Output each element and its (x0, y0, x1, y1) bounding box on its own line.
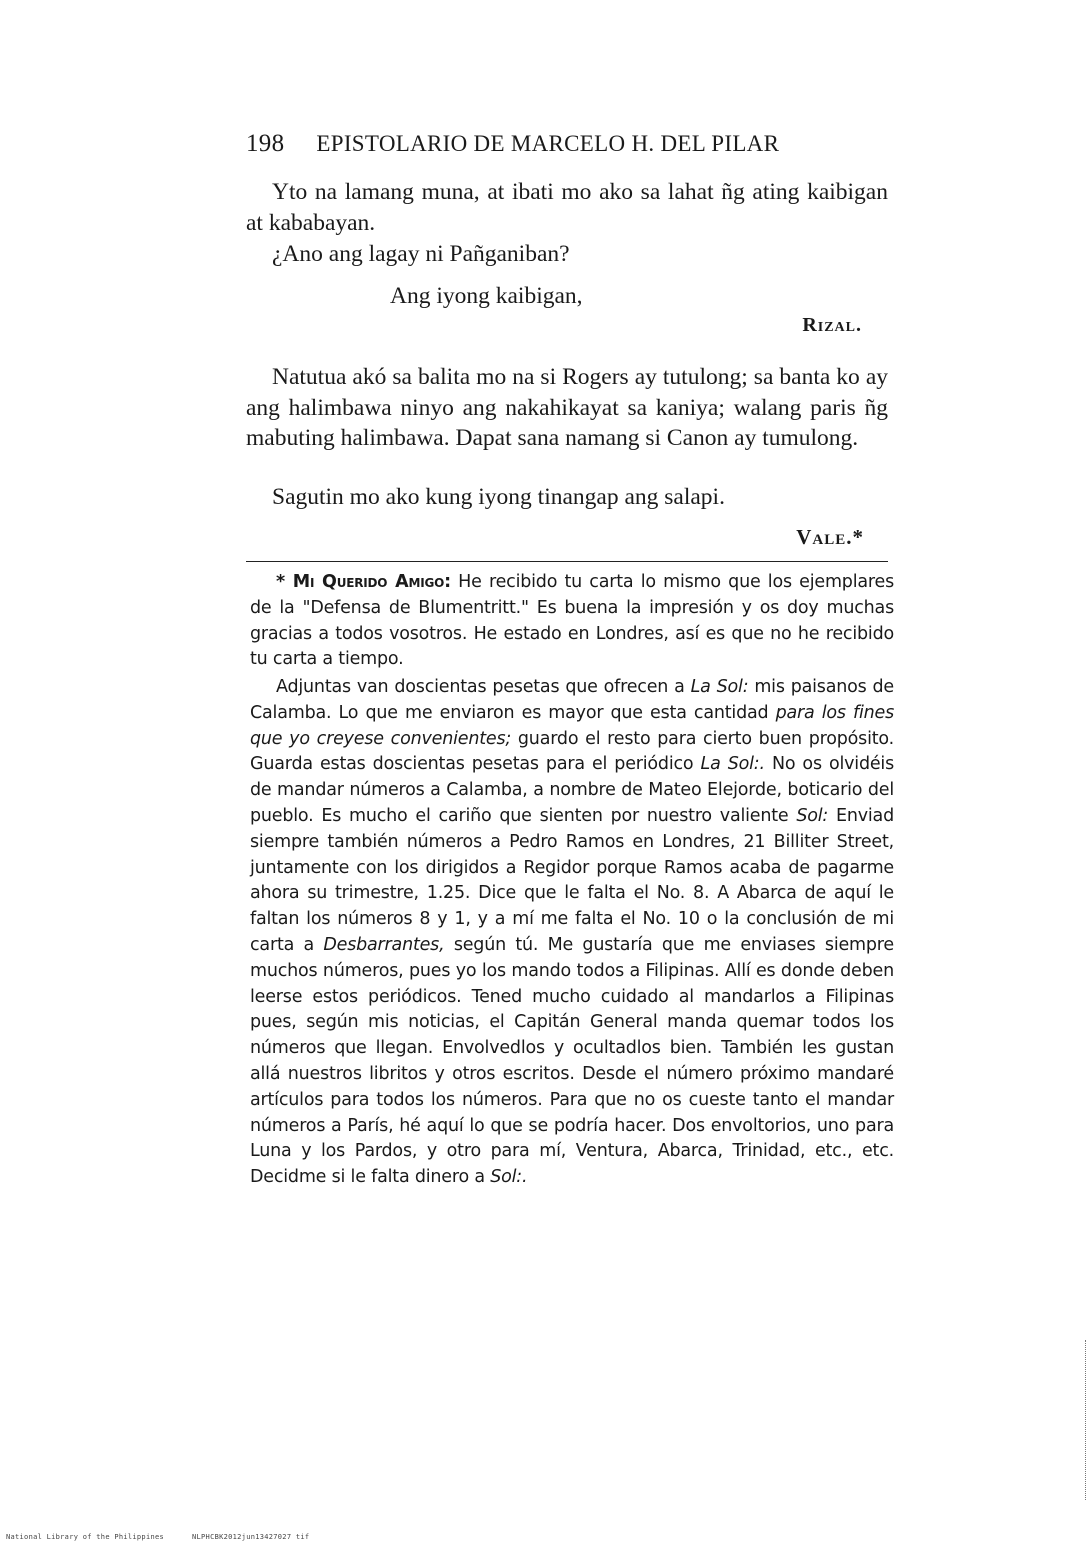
footnote-salutation: * Mi Querido Amigo: (276, 572, 451, 592)
letter-vale: Vale.* (796, 525, 864, 549)
letter-closing: Ang iyong kaibigan, (390, 283, 583, 309)
letter-paragraph-2: ¿Ano ang lagay ni Pañganiban? (272, 241, 570, 267)
footnote-italic-sol-3: Sol: (796, 805, 829, 826)
footnote-italic-fines: para los fines que yo creyese convenientes; (250, 702, 894, 749)
letter-paragraph-3: Natutua akó sa balita mo na si Rogers ay tutulong; sa banta ko ay ang halimbawa ninyo ang nakahikayat sa kaniya; walang paris ñg mabuting halimbawa. Dapat sana namang si Canon ay tumulong. (246, 364, 888, 451)
page-header (246, 130, 886, 158)
scan-edge-mark (1085, 1340, 1086, 1500)
letter-paragraph-1: Yto na lamang muna, at ibati mo ako sa lahat ñg ating kaibigan at kababayan. (246, 179, 888, 236)
footnote-p1-text: He recibido tu carta lo mismo que los ejemplares de la "Defensa de Blumentritt." Es buena la impresión y os doy muchas gracias a todos vosotros. He estado en Londres, así es que no he recibido tu carta a tiempo. (250, 572, 894, 670)
footnote-text-c: guardo el resto para cierto buen propósito. Guarda estas doscientas pesetas para el periódico (250, 728, 894, 775)
letter-paragraph-4: Sagutin mo ako kung iyong tinangap ang salapi. (272, 484, 725, 510)
letter-signature: Rizal. (802, 314, 862, 336)
footnote-italic-desbarrantes: Desbarrantes, (323, 934, 445, 955)
footnote-text-d: No os olvidéis de mandar números a Calamba, a nombre de Mateo Elejorde, boticario del pueblo. Es mucho el cariño que sienten por nuestro valiente (250, 754, 894, 826)
footnote-italic-sol-1: La Sol: (690, 677, 749, 697)
page-number: 198 (246, 130, 285, 157)
footnote-italic-sol-4: Sol:. (490, 1167, 528, 1188)
running-title: EPISTOLARIO DE MARCELO H. DEL PILAR (316, 131, 780, 156)
footnote-divider (246, 561, 888, 562)
scan-file-id: NLPHCBK2012jun13427027 tif (192, 1533, 310, 1541)
scan-library-label: National Library of the Philippines (6, 1533, 165, 1541)
footnote-text-b: mis paisanos de Calamba. Lo que me enviaron es mayor que esta cantidad (250, 677, 894, 723)
footnote-italic-sol-2: La Sol:. (700, 754, 765, 775)
footnote-paragraph-2 (250, 675, 894, 1191)
footnote-paragraph-1 (250, 570, 894, 673)
scan-footer (6, 1533, 337, 1541)
footnote-text-e: Enviad siempre también números a Pedro Ramos en Londres, 21 Billiter Street, juntamente con los dirigidos a Regidor porque Ramos acaba de pagarme ahora su trimestre, 1.25. Dice que le falta el No. 8. A Abarca de aquí le faltan los números 8 y 1, y a mí me falta el No. 10 o la conclusión de mi carta a (250, 805, 894, 955)
footnote-text-f: según tú. Me gustaría que me enviases siempre muchos números, pues yo los mando todos a Filipinas. Allí es donde deben leerse estos periódicos. Tened mucho cuidado al mandarlos a Filipinas pues, según mis noticias, el Capitán General manda quemar todos los números que llegan. Envolvedlos y ocultadlos bien. También les gustan allá nuestros libritos y otros escritos. Desde el número próximo mandaré artículos para todos los números. Para que no os cueste tanto el mandar números a París, hé aquí lo que se podría hacer. Dos envoltorios, uno para Luna y los Pardos, y otro para mí, Ventura, Abarca, Trinidad, etc., etc. Decidme si le falta dinero a (250, 934, 894, 1188)
footnote-text-a: Adjuntas van doscientas pesetas que ofrecen a (276, 677, 691, 697)
